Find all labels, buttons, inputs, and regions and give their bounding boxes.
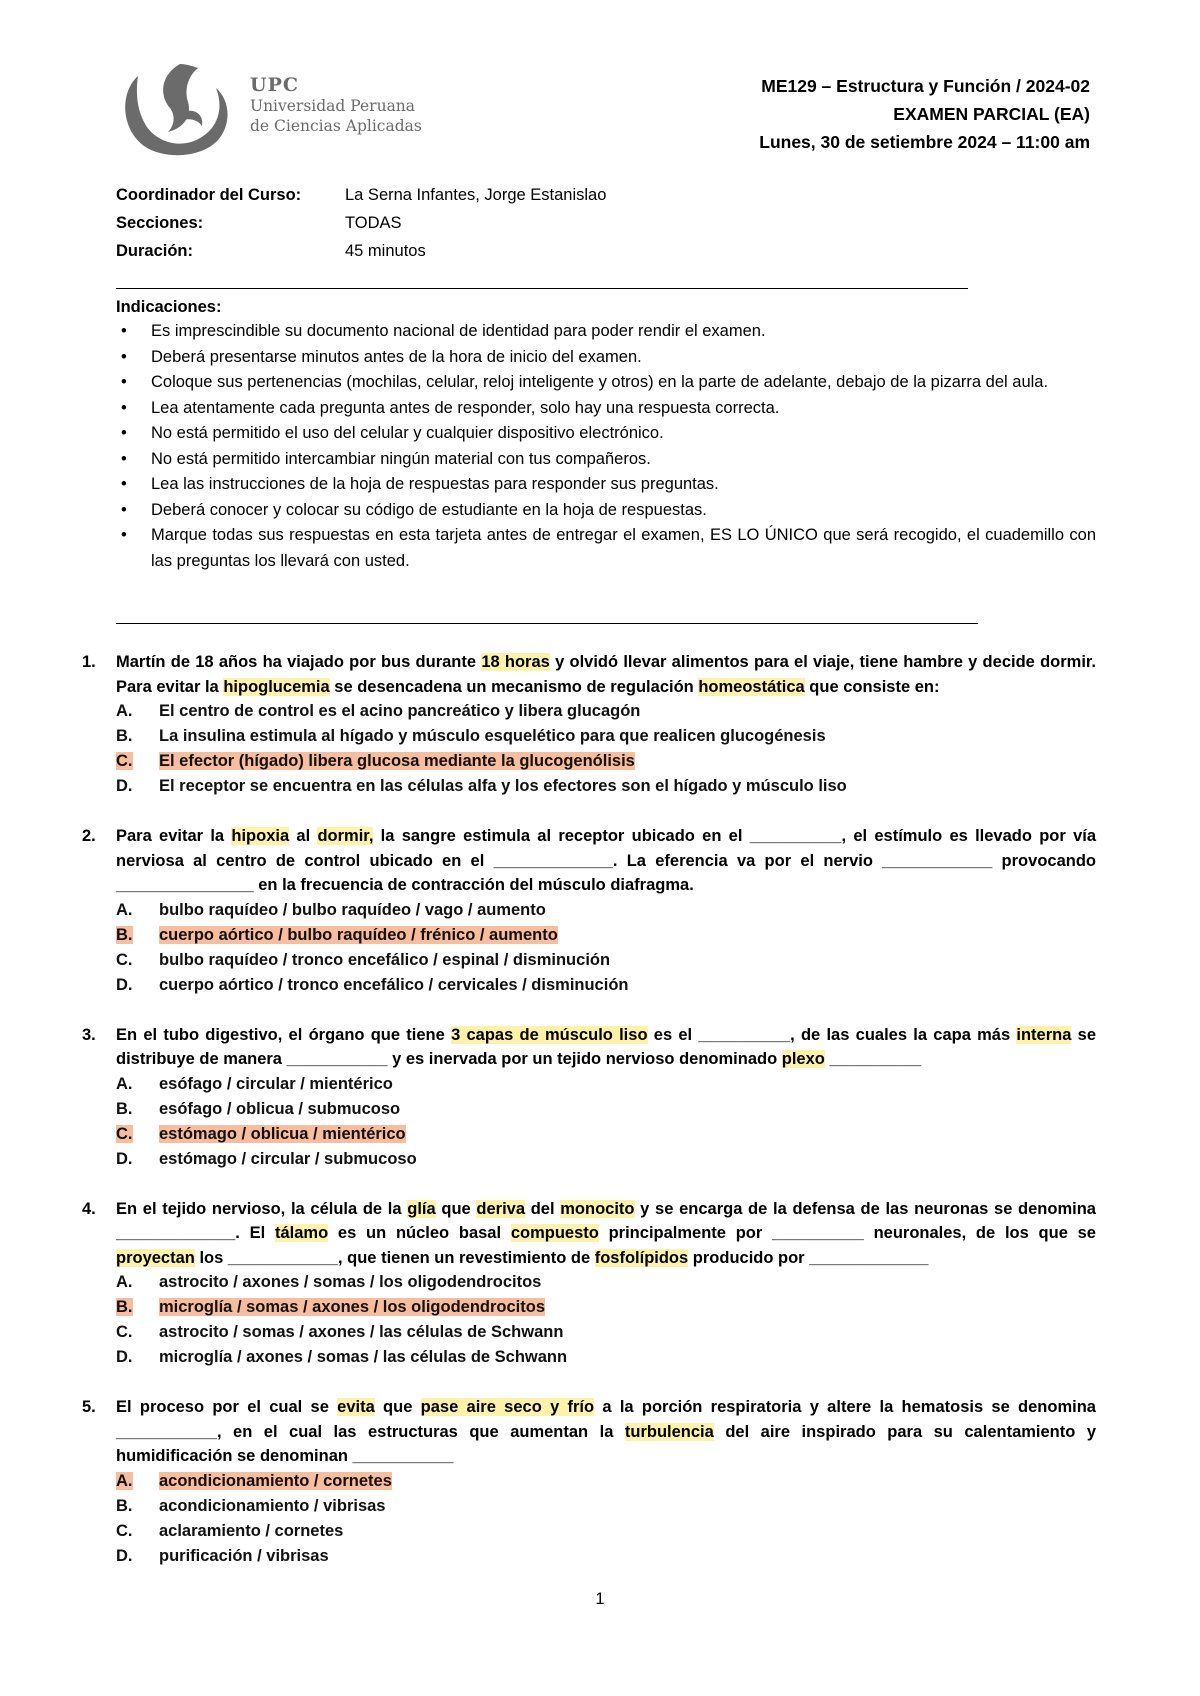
stem-segment: la sangre estimula al receptor ubicado en el __________, el estímulo es llevado por vía nerviosa al centro de control ubicado en el _____________. La eferencia va por el nervio ____________ provocando _______________ en la frecuencia de contracción del músculo diafragma. (116, 827, 1097, 894)
bullet-icon: • (121, 424, 127, 442)
question-text (116, 650, 1096, 699)
option-letter: B. (116, 1099, 133, 1118)
instruction-item (116, 498, 1096, 524)
highlighted-term: interna (1016, 1025, 1072, 1044)
divider-bottom (116, 623, 978, 624)
question-number: 5. (82, 1398, 96, 1416)
info-row-coordinator (116, 181, 606, 209)
instructions (116, 295, 1096, 574)
instructions-list (116, 319, 1096, 574)
instruction-text: No está permitido el uso del celular y cualquier dispositivo electrónico. (151, 424, 664, 442)
highlighted-term: 3 capas de músculo liso (451, 1025, 648, 1044)
option-text: El receptor se encuentra en las células alfa y los efectores son el hígado y músculo liso (159, 777, 847, 795)
exam-type: EXAMEN PARCIAL (EA) (893, 104, 1090, 124)
stem-segment: principalmente por __________ neuronales, de los que se (598, 1224, 1096, 1242)
option-text: bulbo raquídeo / tronco encefálico / espinal / disminución (159, 950, 611, 969)
bullet-icon: • (121, 322, 127, 340)
option-letter: C. (116, 1521, 133, 1540)
stem-segment: del aire inspirado para su calentamiento y humidificación se denominan ___________ (116, 1422, 1097, 1465)
question-text (116, 1197, 1096, 1271)
stem-segment: y se encarga de la defensa de las neuronas se denomina _____________. El (116, 1199, 1096, 1242)
option-text: bulbo raquídeo / bulbo raquídeo / vago / aumento (159, 900, 546, 919)
option-letter: D. (116, 777, 133, 795)
upc-flame-icon (118, 58, 243, 160)
stem-segment: En el tejido nervioso, la célula de la (116, 1199, 408, 1218)
answer-option-correct (82, 923, 1096, 948)
option-text: astrocito / axones / somas / los oligodendrocitos (159, 1273, 542, 1291)
stem-segment: El proceso por el cual se (116, 1398, 338, 1416)
question-3 (82, 1023, 1096, 1172)
stem-segment: producido por _____________ (688, 1248, 929, 1267)
instruction-item (116, 523, 1096, 574)
option-text: esófago / circular / mientérico (159, 1074, 393, 1093)
option-letter: B. (116, 1298, 133, 1316)
highlighted-term: turbulencia (624, 1422, 714, 1441)
stem-segment: los ____________, que tienen un revestimiento de (194, 1248, 595, 1267)
option-text: La insulina estimula al hígado y músculo esquelético para que realicen glucogénesis (159, 727, 826, 745)
upc-logo (118, 58, 438, 158)
answer-option-correct (82, 749, 1096, 774)
option-text: astrocito / somas / axones / las células de Schwann (159, 1323, 564, 1341)
highlighted-term: 18 horas (481, 653, 550, 671)
highlighted-term: glía (407, 1199, 436, 1218)
question-text (116, 1023, 1096, 1072)
option-letter: A. (116, 1273, 133, 1291)
logo-abbr: UPC (250, 74, 299, 96)
stem-segment: a la porción respiratoria y altere la hematosis se denomina ___________, en el cual las estructuras que aumentan la (116, 1398, 1096, 1441)
answer-option (82, 1345, 1096, 1370)
option-letter: B. (116, 925, 133, 944)
highlighted-term: evita (337, 1398, 375, 1416)
instruction-text: Lea atentamente cada pregunta antes de responder, solo hay una respuesta correcta. (151, 398, 780, 417)
exam-date: Lunes, 30 de setiembre 2024 – 11:00 am (759, 132, 1090, 152)
stem-segment: y olvidó llevar alimentos para el viaje, tiene hambre y decide dormir. Para evitar la (116, 653, 1096, 696)
option-text: microglía / somas / axones / los oligodendrocitos (159, 1298, 546, 1316)
question-2 (82, 824, 1096, 998)
answer-option (82, 774, 1096, 799)
info-label: Duración: (116, 241, 194, 260)
option-letter: A. (116, 1471, 133, 1490)
option-text: microglía / axones / somas / las células de Schwann (159, 1348, 568, 1366)
option-text: cuerpo aórtico / bulbo raquídeo / frénico / aumento (159, 925, 558, 944)
option-text: esófago / oblicua / submucoso (159, 1099, 401, 1118)
answer-option (82, 1494, 1096, 1519)
option-letter: A. (116, 900, 133, 919)
option-text: aclaramiento / cornetes (159, 1521, 344, 1540)
stem-segment: del (525, 1199, 561, 1218)
question-stem (82, 650, 1096, 699)
option-text: acondicionamiento / cornetes (159, 1471, 392, 1490)
stem-segment: __________ (824, 1050, 922, 1068)
stem-segment: que (374, 1398, 421, 1416)
course-info (116, 181, 606, 265)
answer-option (82, 1097, 1096, 1122)
option-letter: C. (116, 1124, 133, 1143)
answer-option (82, 1519, 1096, 1544)
logo-line-2: de Ciencias Aplicadas (250, 117, 422, 135)
instruction-item (116, 396, 1096, 422)
option-letter: C. (116, 752, 133, 770)
logo-wordmark (250, 74, 422, 136)
stem-segment: Martín de 18 años ha viajado por bus durante (116, 653, 482, 671)
stem-segment: En el tubo digestivo, el órgano que tiene (116, 1025, 452, 1044)
option-letter: D. (116, 1546, 133, 1565)
question-5 (82, 1395, 1096, 1569)
stem-segment: al (289, 827, 318, 845)
question-number: 4. (82, 1199, 96, 1218)
option-letter: B. (116, 1496, 133, 1515)
answer-option (82, 1544, 1096, 1569)
instruction-text: Lea las instrucciones de la hoja de respuestas para responder sus preguntas. (151, 475, 719, 493)
instruction-text: No está permitido intercambiar ningún material con tus compañeros. (151, 449, 651, 468)
answer-option (82, 1072, 1096, 1097)
info-value: 45 minutos (345, 241, 426, 260)
logo-line-1: Universidad Peruana (250, 97, 416, 115)
page-number: 1 (595, 1590, 605, 1608)
exam-header (759, 72, 1090, 156)
answer-option (82, 898, 1096, 923)
option-text: estómago / circular / submucoso (159, 1149, 417, 1168)
bullet-icon: • (121, 500, 127, 519)
question-1 (82, 650, 1096, 799)
instruction-item (116, 472, 1096, 498)
info-value: TODAS (345, 213, 402, 232)
option-text: El centro de control es el acino pancreático y libera glucagón (159, 702, 641, 720)
option-text: cuerpo aórtico / tronco encefálico / cervicales / disminución (159, 975, 629, 994)
option-letter: A. (116, 1074, 133, 1093)
question-stem (82, 1197, 1096, 1271)
highlighted-term: proyectan (116, 1248, 195, 1267)
highlighted-term: pase aire seco y frío (420, 1398, 595, 1416)
option-letter: C. (116, 1323, 133, 1341)
info-row-sections (116, 209, 606, 237)
info-label: Secciones: (116, 213, 204, 232)
answer-option (82, 973, 1096, 998)
highlighted-term: dormir, (317, 827, 374, 845)
instruction-text: Deberá presentarse minutos antes de la hora de inicio del examen. (151, 347, 642, 366)
option-letter: A. (116, 702, 133, 720)
bullet-icon: • (121, 347, 127, 366)
answer-option (82, 699, 1096, 724)
instruction-text: Deberá conocer y colocar su código de estudiante en la hoja de respuestas. (151, 500, 707, 519)
highlighted-term: tálamo (274, 1224, 329, 1242)
option-letter: D. (116, 975, 133, 994)
info-row-duration (116, 237, 606, 265)
answer-option-correct (82, 1122, 1096, 1147)
highlighted-term: plexo (781, 1050, 825, 1068)
option-letter: D. (116, 1149, 133, 1168)
question-text (116, 1395, 1096, 1469)
course-line: ME129 – Estructura y Función / 2024-02 (761, 76, 1090, 96)
question-number: 2. (82, 827, 96, 845)
bullet-icon: • (121, 398, 127, 417)
question-text (116, 824, 1096, 898)
bullet-icon: • (121, 475, 127, 493)
info-value: La Serna Infantes, Jorge Estanislao (345, 185, 607, 204)
highlighted-term: hipoglucemia (223, 677, 330, 696)
instructions-title: Indicaciones: (116, 298, 222, 316)
highlighted-term: homeostática (698, 677, 805, 696)
bullet-icon: • (121, 373, 127, 391)
question-stem (82, 1395, 1096, 1469)
answer-option-correct (82, 1295, 1096, 1320)
option-text: El efector (hígado) libera glucosa mediante la glucogenólisis (159, 752, 635, 770)
option-letter: B. (116, 727, 133, 745)
question-4 (82, 1197, 1096, 1371)
answer-option (82, 1320, 1096, 1345)
option-text: purificación / vibrisas (159, 1546, 329, 1565)
instruction-item (116, 447, 1096, 473)
highlighted-term: fosfolípidos (594, 1248, 689, 1267)
option-text: estómago / oblicua / mientérico (159, 1124, 406, 1143)
answer-option-correct (82, 1469, 1096, 1494)
divider-top (116, 288, 968, 289)
stem-segment: que (435, 1199, 477, 1218)
answer-option (82, 1147, 1096, 1172)
instruction-item (116, 370, 1096, 396)
instruction-text: Marque todas sus respuestas en esta tarjeta antes de entregar el examen, ES LO ÚNICO que será recogido, el cuademillo con las preguntas los llevará con usted. (151, 526, 1096, 570)
info-label: Coordinador del Curso: (116, 185, 302, 204)
highlighted-term: compuesto (510, 1224, 599, 1242)
stem-segment: que consiste en: (804, 677, 940, 696)
question-number: 3. (82, 1025, 96, 1044)
question-number: 1. (82, 653, 96, 671)
questions-section (82, 650, 1096, 1594)
stem-segment: es un núcleo basal (328, 1224, 511, 1242)
answer-option (82, 1270, 1096, 1295)
instruction-item (116, 345, 1096, 371)
instruction-text: Coloque sus pertenencias (mochilas, celular, reloj inteligente y otros) en la parte de adelante, debajo de la pizarra del aula. (151, 373, 1049, 391)
stem-segment: se desencadena un mecanismo de regulación (329, 677, 699, 696)
option-letter: D. (116, 1348, 133, 1366)
highlighted-term: deriva (476, 1199, 526, 1218)
stem-segment: es el __________, de las cuales la capa más (647, 1025, 1017, 1044)
instruction-item (116, 421, 1096, 447)
bullet-icon: • (121, 526, 127, 544)
answer-option (82, 948, 1096, 973)
instruction-text: Es imprescindible su documento nacional de identidad para poder rendir el examen. (151, 322, 766, 340)
bullet-icon: • (121, 449, 127, 468)
question-stem (82, 824, 1096, 898)
stem-segment: se distribuye de manera ___________ y es inervada por un tejido nervioso denominado (116, 1025, 1097, 1068)
stem-segment: Para evitar la (116, 827, 232, 845)
question-stem (82, 1023, 1096, 1072)
instruction-item (116, 319, 1096, 345)
highlighted-term: monocito (560, 1199, 635, 1218)
answer-option (82, 724, 1096, 749)
highlighted-term: hipoxia (231, 827, 290, 845)
option-letter: C. (116, 950, 133, 969)
option-text: acondicionamiento / vibrisas (159, 1496, 386, 1515)
